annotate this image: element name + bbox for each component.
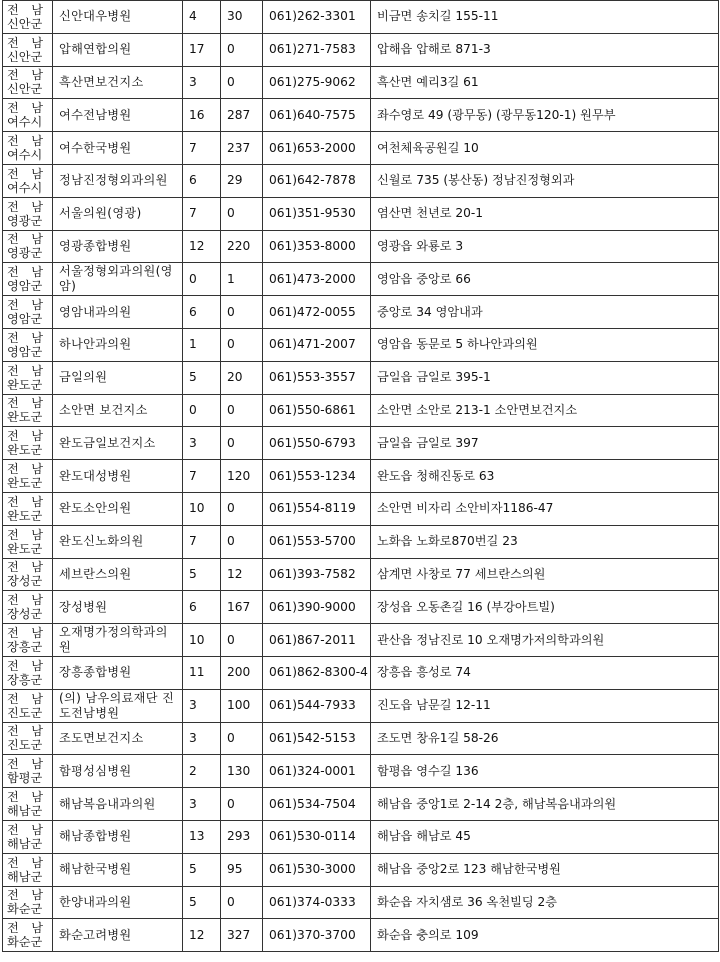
phone-number: 061)324-0001 (263, 755, 371, 788)
province-label: 전 남 (7, 855, 43, 870)
institution-name: 여수전남병원 (53, 99, 183, 132)
region-cell (3, 66, 53, 99)
institution-name: 완도대성병원 (53, 460, 183, 493)
bed-count: 0 (221, 394, 263, 427)
province-label: 전 남 (7, 494, 43, 509)
city-label: 신안군 (7, 16, 43, 31)
region-cell (3, 197, 53, 230)
institution-name: 서울의원(영광) (53, 197, 183, 230)
region-cell (3, 558, 53, 591)
address: 진도읍 남문길 12-11 (371, 689, 719, 722)
bed-count: 95 (221, 853, 263, 886)
province-label: 전 남 (7, 822, 43, 837)
table-row (3, 164, 719, 197)
institution-name: (의) 남우의료재단 진도전남병원 (53, 689, 183, 722)
doctor-count: 16 (183, 99, 221, 132)
doctor-count: 3 (183, 722, 221, 755)
province-label: 전 남 (7, 298, 43, 313)
institution-name: 장흥종합병원 (53, 656, 183, 689)
phone-number: 061)275-9062 (263, 66, 371, 99)
address: 영암읍 중앙로 66 (371, 263, 719, 296)
province-label: 전 남 (7, 658, 43, 673)
bed-count: 30 (221, 1, 263, 34)
table-row (3, 427, 719, 460)
province-label: 전 남 (7, 199, 43, 214)
address: 압해읍 압해로 871-3 (371, 33, 719, 66)
institution-name: 해남복음내과의원 (53, 788, 183, 821)
address: 소안면 소안로 213-1 소안면보건지소 (371, 394, 719, 427)
table-row (3, 460, 719, 493)
region-cell (3, 33, 53, 66)
doctor-count: 5 (183, 853, 221, 886)
phone-number: 061)640-7575 (263, 99, 371, 132)
region-cell (3, 99, 53, 132)
table-row (3, 296, 719, 329)
institution-name: 완도소안의원 (53, 492, 183, 525)
province-label: 전 남 (7, 560, 43, 575)
institution-name: 하나안과의원 (53, 328, 183, 361)
bed-count: 293 (221, 820, 263, 853)
table-row (3, 722, 719, 755)
table-row (3, 853, 719, 886)
institution-name: 오재명가정의학과의원 (53, 624, 183, 657)
institution-name: 해남종합병원 (53, 820, 183, 853)
province-label: 전 남 (7, 888, 43, 903)
institution-name: 한양내과의원 (53, 886, 183, 919)
province-label: 전 남 (7, 363, 43, 378)
bed-count: 0 (221, 886, 263, 919)
phone-number: 061)553-3557 (263, 361, 371, 394)
province-label: 전 남 (7, 2, 43, 17)
hospital-table-body (3, 1, 719, 952)
doctor-count: 13 (183, 820, 221, 853)
table-row (3, 656, 719, 689)
province-label: 전 남 (7, 330, 43, 345)
phone-number: 061)544-7933 (263, 689, 371, 722)
table-row (3, 788, 719, 821)
address: 해남읍 해남로 45 (371, 820, 719, 853)
address: 중앙로 34 영암내과 (371, 296, 719, 329)
region-cell (3, 296, 53, 329)
address: 소안면 비자리 소안비자1186-47 (371, 492, 719, 525)
phone-number: 061)473-2000 (263, 263, 371, 296)
phone-number: 061)542-5153 (263, 722, 371, 755)
doctor-count: 17 (183, 33, 221, 66)
region-cell (3, 427, 53, 460)
phone-number: 061)553-5700 (263, 525, 371, 558)
address: 완도읍 청해진동로 63 (371, 460, 719, 493)
city-label: 완도군 (7, 410, 43, 425)
table-row (3, 394, 719, 427)
region-cell (3, 722, 53, 755)
region-cell (3, 656, 53, 689)
city-label: 신안군 (7, 82, 43, 97)
institution-name: 여수한국병원 (53, 132, 183, 165)
phone-number: 061)472-0055 (263, 296, 371, 329)
province-label: 전 남 (7, 691, 43, 706)
province-label: 전 남 (7, 134, 43, 149)
institution-name: 세브란스의원 (53, 558, 183, 591)
doctor-count: 6 (183, 296, 221, 329)
address: 금일읍 금일로 395-1 (371, 361, 719, 394)
table-row (3, 525, 719, 558)
doctor-count: 4 (183, 1, 221, 34)
region-cell (3, 886, 53, 919)
institution-name: 완도금일보건지소 (53, 427, 183, 460)
table-row (3, 132, 719, 165)
table-row (3, 99, 719, 132)
institution-name: 해남한국병원 (53, 853, 183, 886)
doctor-count: 10 (183, 492, 221, 525)
region-cell (3, 1, 53, 34)
bed-count: 167 (221, 591, 263, 624)
table-row (3, 197, 719, 230)
address: 금일읍 금일로 397 (371, 427, 719, 460)
doctor-count: 2 (183, 755, 221, 788)
city-label: 영암군 (7, 312, 43, 327)
region-cell (3, 755, 53, 788)
phone-number: 061)867-2011 (263, 624, 371, 657)
phone-number: 061)534-7504 (263, 788, 371, 821)
city-label: 영광군 (7, 213, 43, 228)
institution-name: 소안면 보건지소 (53, 394, 183, 427)
region-cell (3, 788, 53, 821)
province-label: 전 남 (7, 790, 43, 805)
city-label: 진도군 (7, 738, 43, 753)
phone-number: 061)370-3700 (263, 919, 371, 952)
institution-name: 함평성심병원 (53, 755, 183, 788)
address: 좌수영로 49 (광무동) (광무동120-1) 원무부 (371, 99, 719, 132)
province-label: 전 남 (7, 396, 43, 411)
bed-count: 0 (221, 197, 263, 230)
phone-number: 061)353-8000 (263, 230, 371, 263)
table-row (3, 230, 719, 263)
region-cell (3, 525, 53, 558)
city-label: 완도군 (7, 508, 43, 523)
doctor-count: 12 (183, 230, 221, 263)
bed-count: 0 (221, 296, 263, 329)
city-label: 완도군 (7, 476, 43, 491)
phone-number: 061)374-0333 (263, 886, 371, 919)
doctor-count: 7 (183, 132, 221, 165)
address: 해남읍 중앙2로 123 해남한국병원 (371, 853, 719, 886)
table-row (3, 591, 719, 624)
city-label: 영암군 (7, 279, 43, 294)
bed-count: 130 (221, 755, 263, 788)
city-label: 여수시 (7, 115, 43, 130)
phone-number: 061)554-8119 (263, 492, 371, 525)
region-cell (3, 361, 53, 394)
bed-count: 0 (221, 427, 263, 460)
region-cell (3, 394, 53, 427)
hospital-table (2, 0, 719, 952)
region-cell (3, 328, 53, 361)
phone-number: 061)553-1234 (263, 460, 371, 493)
phone-number: 061)530-3000 (263, 853, 371, 886)
region-cell (3, 132, 53, 165)
address: 관산읍 정남진로 10 오재명가저의학과의원 (371, 624, 719, 657)
phone-number: 061)530-0114 (263, 820, 371, 853)
table-row (3, 558, 719, 591)
doctor-count: 3 (183, 788, 221, 821)
address: 삼계면 사창로 77 세브란스의원 (371, 558, 719, 591)
city-label: 장흥군 (7, 672, 43, 687)
address: 비금면 송치길 155-11 (371, 1, 719, 34)
doctor-count: 3 (183, 689, 221, 722)
table-row (3, 33, 719, 66)
bed-count: 0 (221, 33, 263, 66)
doctor-count: 3 (183, 66, 221, 99)
table-row (3, 689, 719, 722)
table-row (3, 328, 719, 361)
address: 함평읍 영수길 136 (371, 755, 719, 788)
region-cell (3, 820, 53, 853)
region-cell (3, 460, 53, 493)
table-row (3, 919, 719, 952)
city-label: 완도군 (7, 377, 43, 392)
bed-count: 220 (221, 230, 263, 263)
institution-name: 완도신노화의원 (53, 525, 183, 558)
doctor-count: 5 (183, 558, 221, 591)
phone-number: 061)271-7583 (263, 33, 371, 66)
province-label: 전 남 (7, 462, 43, 477)
phone-number: 061)390-9000 (263, 591, 371, 624)
bed-count: 1 (221, 263, 263, 296)
city-label: 진도군 (7, 705, 43, 720)
institution-name: 흑산면보건지소 (53, 66, 183, 99)
bed-count: 12 (221, 558, 263, 591)
table-row (3, 263, 719, 296)
bed-count: 0 (221, 624, 263, 657)
bed-count: 200 (221, 656, 263, 689)
institution-name: 서울정형외과의원(영암) (53, 263, 183, 296)
address: 여천체육공원길 10 (371, 132, 719, 165)
province-label: 전 남 (7, 921, 43, 936)
address: 장흥읍 흥성로 74 (371, 656, 719, 689)
address: 흑산면 예리3길 61 (371, 66, 719, 99)
region-cell (3, 689, 53, 722)
table-row (3, 361, 719, 394)
institution-name: 금일의원 (53, 361, 183, 394)
phone-number: 061)862-8300-4 (263, 656, 371, 689)
institution-name: 영암내과의원 (53, 296, 183, 329)
address: 조도면 창유1길 58-26 (371, 722, 719, 755)
doctor-count: 3 (183, 427, 221, 460)
address: 염산면 천년로 20-1 (371, 197, 719, 230)
address: 신월로 735 (봉산동) 정남진정형외과 (371, 164, 719, 197)
province-label: 전 남 (7, 166, 43, 181)
city-label: 화순군 (7, 935, 43, 950)
city-label: 장흥군 (7, 640, 43, 655)
bed-count: 287 (221, 99, 263, 132)
doctor-count: 0 (183, 263, 221, 296)
city-label: 화순군 (7, 902, 43, 917)
province-label: 전 남 (7, 429, 43, 444)
doctor-count: 5 (183, 361, 221, 394)
doctor-count: 7 (183, 197, 221, 230)
city-label: 완도군 (7, 541, 43, 556)
table-row (3, 624, 719, 657)
city-label: 여수시 (7, 148, 43, 163)
table-row (3, 755, 719, 788)
province-label: 전 남 (7, 101, 43, 116)
city-label: 영암군 (7, 344, 43, 359)
institution-name: 신안대우병원 (53, 1, 183, 34)
bed-count: 0 (221, 722, 263, 755)
bed-count: 20 (221, 361, 263, 394)
institution-name: 장성병원 (53, 591, 183, 624)
address: 영광읍 와룡로 3 (371, 230, 719, 263)
institution-name: 조도면보건지소 (53, 722, 183, 755)
bed-count: 0 (221, 328, 263, 361)
city-label: 해남군 (7, 804, 43, 819)
province-label: 전 남 (7, 265, 43, 280)
city-label: 신안군 (7, 49, 43, 64)
institution-name: 화순고려병원 (53, 919, 183, 952)
doctor-count: 10 (183, 624, 221, 657)
address: 장성읍 오동촌길 16 (부강아트빌) (371, 591, 719, 624)
province-label: 전 남 (7, 35, 43, 50)
bed-count: 29 (221, 164, 263, 197)
doctor-count: 7 (183, 460, 221, 493)
institution-name: 정남진정형외과의원 (53, 164, 183, 197)
city-label: 해남군 (7, 869, 43, 884)
doctor-count: 1 (183, 328, 221, 361)
phone-number: 061)351-9530 (263, 197, 371, 230)
doctor-count: 6 (183, 164, 221, 197)
table-row (3, 66, 719, 99)
institution-name: 영광종합병원 (53, 230, 183, 263)
address: 해남읍 중앙1로 2-14 2층, 해남복음내과의원 (371, 788, 719, 821)
city-label: 영광군 (7, 246, 43, 261)
doctor-count: 12 (183, 919, 221, 952)
region-cell (3, 919, 53, 952)
region-cell (3, 263, 53, 296)
address: 노화읍 노화로870번길 23 (371, 525, 719, 558)
phone-number: 061)550-6861 (263, 394, 371, 427)
address: 화순읍 자치샘로 36 옥천빌딩 2층 (371, 886, 719, 919)
region-cell (3, 853, 53, 886)
province-label: 전 남 (7, 593, 43, 608)
doctor-count: 0 (183, 394, 221, 427)
province-label: 전 남 (7, 724, 43, 739)
region-cell (3, 230, 53, 263)
bed-count: 237 (221, 132, 263, 165)
phone-number: 061)550-6793 (263, 427, 371, 460)
phone-number: 061)471-2007 (263, 328, 371, 361)
city-label: 함평군 (7, 771, 43, 786)
region-cell (3, 591, 53, 624)
city-label: 여수시 (7, 180, 43, 195)
bed-count: 0 (221, 525, 263, 558)
doctor-count: 6 (183, 591, 221, 624)
address: 화순읍 충의로 109 (371, 919, 719, 952)
table-row (3, 492, 719, 525)
region-cell (3, 164, 53, 197)
city-label: 장성군 (7, 574, 43, 589)
province-label: 전 남 (7, 68, 43, 83)
bed-count: 0 (221, 788, 263, 821)
phone-number: 061)653-2000 (263, 132, 371, 165)
doctor-count: 5 (183, 886, 221, 919)
region-cell (3, 624, 53, 657)
province-label: 전 남 (7, 757, 43, 772)
city-label: 완도군 (7, 443, 43, 458)
bed-count: 327 (221, 919, 263, 952)
phone-number: 061)393-7582 (263, 558, 371, 591)
bed-count: 100 (221, 689, 263, 722)
city-label: 해남군 (7, 836, 43, 851)
province-label: 전 남 (7, 232, 43, 247)
table-row (3, 886, 719, 919)
bed-count: 0 (221, 66, 263, 99)
province-label: 전 남 (7, 527, 43, 542)
doctor-count: 11 (183, 656, 221, 689)
province-label: 전 남 (7, 626, 43, 641)
phone-number: 061)262-3301 (263, 1, 371, 34)
table-row (3, 820, 719, 853)
bed-count: 0 (221, 492, 263, 525)
doctor-count: 7 (183, 525, 221, 558)
city-label: 장성군 (7, 607, 43, 622)
address: 영암읍 동문로 5 하나안과의원 (371, 328, 719, 361)
region-cell (3, 492, 53, 525)
institution-name: 압해연합의원 (53, 33, 183, 66)
phone-number: 061)642-7878 (263, 164, 371, 197)
table-row (3, 1, 719, 34)
bed-count: 120 (221, 460, 263, 493)
